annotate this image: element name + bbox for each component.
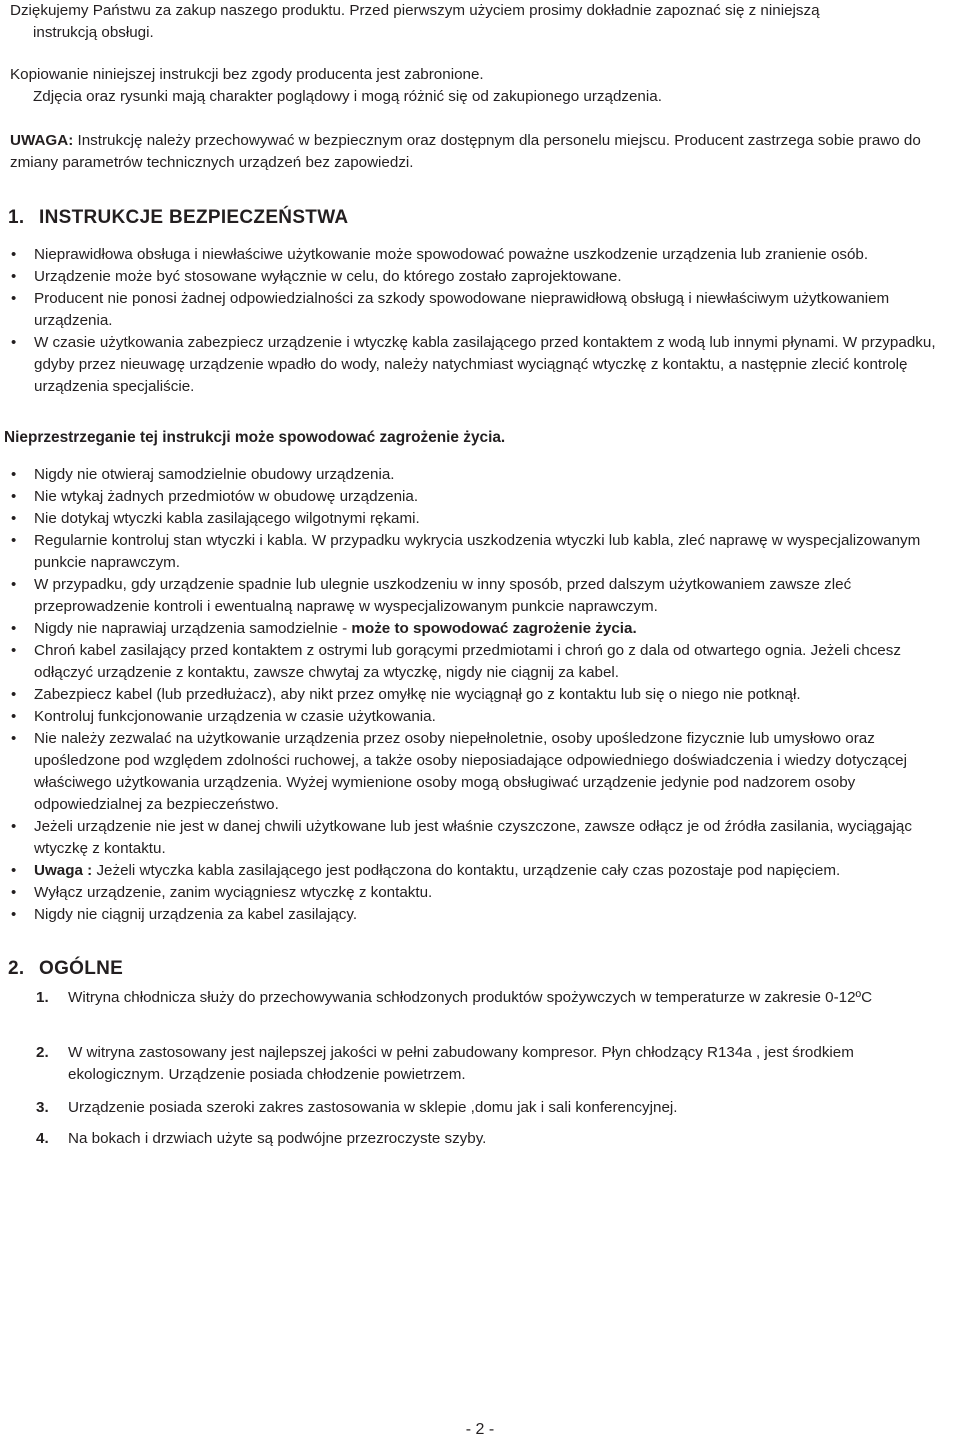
safety-list-2 (0, 464, 950, 926)
list-item (0, 860, 950, 882)
section-title: INSTRUKCJE BEZPIECZEŃSTWA (39, 207, 349, 228)
warning-text: Instrukcję należy przechowywać w bezpiecznym oraz dostępnym dla personelu miejscu. Producent zastrzega sobie prawo do zmiany parametrów technicznych urządzeń bez zapowiedzi. (10, 132, 921, 171)
list-item: • Nigdy nie ciągnij urządzenia za kabel zasilający. (0, 904, 950, 926)
copyright-block (10, 64, 950, 108)
numbered-item (0, 987, 950, 1009)
warning-label: UWAGA: (10, 132, 74, 149)
safety-list (0, 244, 950, 398)
item-text: Jeżeli wtyczka kabla zasilającego jest podłączona do kontaktu, urządzenie cały czas pozostaje pod napięciem. (92, 862, 841, 879)
item-number: 4. (36, 1130, 49, 1147)
section-number: 1. (8, 207, 25, 228)
intro-line: instrukcją obsługi. (33, 24, 154, 41)
danger-note: Nieprzestrzeganie tej instrukcji może spowodować zagrożenie życia. (4, 429, 506, 446)
item-text: Witryna chłodnicza służy do przechowywania schłodzonych produktów spożywczych w temperaturze w zakresie 0-12ºC (68, 989, 873, 1006)
item-bold-text: może to spowodować zagrożenie życia. (351, 620, 637, 637)
item-number: 2. (36, 1044, 49, 1061)
list-item: • Nie wtykaj żadnych przedmiotów w obudowę urządzenia. (0, 486, 950, 508)
list-item: • Chroń kabel zasilający przed kontaktem z ostrymi lub gorącymi przedmiotami i chroń go z dala od otwartego ognia. Jeżeli chcesz odłączyć urządzenie z kontaktu, zawsze chwytaj za wtyczkę, nigdy nie ciągnij za kabel. (0, 640, 950, 684)
warning-block (10, 130, 950, 174)
list-item: • Regularnie kontroluj stan wtyczki i kabla. W przypadku wykrycia uszkodzenia wtyczki lub kabla, zleć naprawę w wyspecjalizowanym punkcie naprawczym. (0, 530, 950, 574)
numbered-item (0, 1128, 950, 1150)
list-item: • Zabezpiecz kabel (lub przedłużacz), aby nikt przez omyłkę nie wyciągnął go z kontaktu lub się o niego nie potknął. (0, 684, 950, 706)
item-text: W witryna zastosowany jest najlepszej jakości w pełni zabudowany kompresor. Płyn chłodzący R134a , jest środkiem ekologicznym. Urządzenie posiada chłodzenie powietrzem. (68, 1044, 854, 1083)
copyright-line: Kopiowanie niniejszej instrukcji bez zgody producenta jest zabronione. (10, 66, 484, 83)
list-item: • W przypadku, gdy urządzenie spadnie lub ulegnie uszkodzeniu w inny sposób, przed dalszym użytkowaniem zawsze zleć przeprowadzenie kontroli i ewentualną naprawę w wyspecjalizowanym punkcie naprawczym. (0, 574, 950, 618)
item-number: 1. (36, 989, 49, 1006)
warning-paragraph (10, 130, 950, 174)
list-item: • Kontroluj funkcjonowanie urządzenia w czasie użytkowania. (0, 706, 950, 728)
item-text: Nigdy nie naprawiaj urządzenia samodzielnie - (34, 620, 352, 637)
list-item: • Nie należy zezwalać na użytkowanie urządzenia przez osoby niepełnoletnie, osoby upośledzone fizycznie lub umysłowo oraz upośledzone pod względem zdolności ruchowej, a także osoby nieposiadające odpowiedniego doświadczenia i wiedzy dotyczącej właściwego użytkowania urządzenia. Wyżej wymienione osoby mogą obsługiwać urządzenie jedynie pod nadzorem osoby odpowiedzialnej za bezpieczeństwo. (0, 728, 950, 816)
section-1-heading (8, 206, 348, 230)
list-item: • Nieprawidłowa obsługa i niewłaściwe użytkowanie może spowodować poważne uszkodzenie urządzenia lub zranienie osób. (0, 244, 950, 266)
list-item: • Wyłącz urządzenie, zanim wyciągniesz wtyczkę z kontaktu. (0, 882, 950, 904)
list-item (0, 618, 950, 640)
list-item: • Producent nie ponosi żadnej odpowiedzialności za szkody spowodowane nieprawidłową obsługą i niewłaściwym użytkowaniem urządzenia. (0, 288, 950, 332)
list-item: • W czasie użytkowania zabezpiecz urządzenie i wtyczkę kabla zasilającego przed kontaktem z wodą lub innymi płynami. W przypadku, gdyby przez nieuwagę urządzenie wpadło do wody, należy natychmiast wyciągnąć wtyczkę z kontaktu, a następnie zlecić kontrolę urządzenia specjaliście. (0, 332, 950, 398)
numbered-item (0, 1097, 950, 1119)
item-text: Na bokach i drzwiach użyte są podwójne przezroczyste szyby. (68, 1130, 487, 1147)
page-number (0, 1421, 960, 1439)
section-number: 2. (8, 958, 25, 979)
list-item: • Jeżeli urządzenie nie jest w danej chwili użytkowane lub jest właśnie czyszczone, zawsze odłącz je od źródła zasilania, wyciągając wtyczkę z kontaktu. (0, 816, 950, 860)
intro-block (10, 0, 950, 44)
intro-line: Dziękujemy Państwu za zakup naszego produktu. Przed pierwszym użyciem prosimy dokładnie zapoznać się z niniejszą (10, 2, 820, 19)
list-item: • Urządzenie może być stosowane wyłącznie w celu, do którego zostało zaprojektowane. (0, 266, 950, 288)
list-item: • Nie dotykaj wtyczki kabla zasilającego wilgotnymi rękami. (0, 508, 950, 530)
page-number-text: - 2 - (465, 1421, 495, 1438)
item-bold-label: Uwaga : (34, 862, 93, 879)
item-number: 3. (36, 1099, 49, 1116)
disclaimer-line: Zdjęcia oraz rysunki mają charakter poglądowy i mogą różnić się od zakupionego urządzenia. (33, 88, 662, 105)
numbered-item (0, 1042, 950, 1086)
list-item: • Nigdy nie otwieraj samodzielnie obudowy urządzenia. (0, 464, 950, 486)
section-title: OGÓLNE (39, 958, 124, 979)
section-2-heading (8, 957, 123, 981)
item-text: Urządzenie posiada szeroki zakres zastosowania w sklepie ,domu jak i sali konferencyjnej. (68, 1099, 678, 1116)
